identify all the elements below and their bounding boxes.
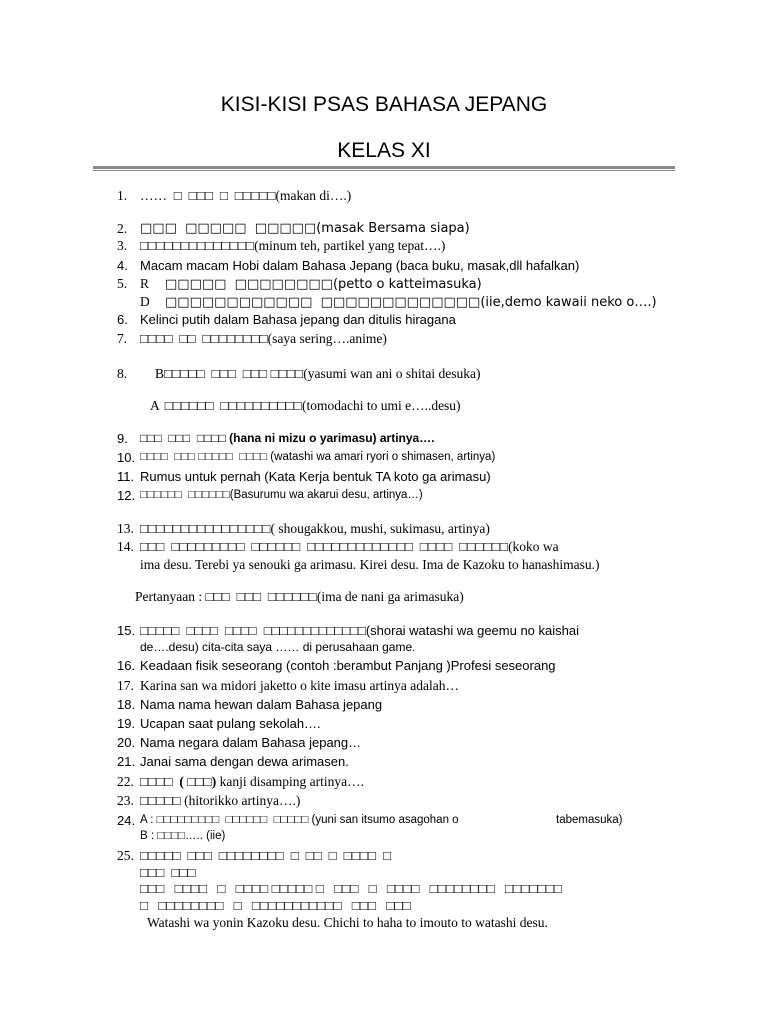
item-2-line <box>0 220 768 237</box>
item-text-wrapper <box>155 365 481 382</box>
item-number: 21. <box>117 754 136 769</box>
item-text: Karina san wa midori jaketto o kite imasu artinya adalah… <box>140 678 460 693</box>
item-24-line-2 <box>0 828 768 845</box>
item-text-wrapper <box>140 773 364 790</box>
item-number: 18. <box>117 697 136 712</box>
item-number: 22. <box>117 774 134 789</box>
item-19-line <box>0 715 768 732</box>
item-number: 4. <box>117 258 128 273</box>
item-24-line-1 <box>0 812 768 829</box>
item-14-line-1 <box>0 538 768 555</box>
item-23-line <box>0 792 768 809</box>
item-text: Keadaan fisik seseorang (contoh :berambut Panjang )Profesi seseorang <box>140 658 556 673</box>
item-12-line <box>0 487 768 504</box>
item-text: □□□□ <box>140 774 180 789</box>
item-21-line <box>0 753 768 770</box>
item-text-wrapper <box>140 293 657 311</box>
item-number: 11. <box>117 469 135 484</box>
item-number: 3. <box>117 238 128 253</box>
item-text: □□□□□□ □□□□□□□□□□(tomodachi to umi e…..desu) <box>164 398 461 413</box>
item-number: 2. <box>117 221 128 236</box>
item-5-line-2 <box>0 293 768 310</box>
item-text: □□□ □□□□ □ □□□□ □□□□□ □ □□□ □ □□□□ □□□□□□□□ □□□□□□□ <box>140 881 563 896</box>
item-25-line-3 <box>0 880 768 897</box>
item-text-wrapper <box>140 275 482 293</box>
item-4-line <box>0 257 768 274</box>
item-text: □□□□□ □□□ □□□ □□□□(yasumi wan ani o shitai desuka) <box>164 366 481 381</box>
item-text: □□□□□□□□□□□□ □□□□□□□□□□□□□(iie,demo kawaii neko o….) <box>165 295 657 310</box>
item-text: □□□□ □□ □□□□□□□□(saya sering….anime) <box>140 331 387 346</box>
item-16-line <box>0 657 768 674</box>
item-number: 7. <box>117 331 128 346</box>
item-text: de….desu) cita-cita saya …… di perusahaan game. <box>140 640 416 654</box>
item-text: ima desu. Terebi ya senouki ga arimasu. Kirei desu. Ima de Kazoku to hanashimasu.) <box>140 557 600 572</box>
item-25-line-1 <box>0 847 768 864</box>
item-number: 24. <box>117 813 136 828</box>
item-text: □□□ □□□ □□□□ (hana ni mizu o yarimasu) artinya…. <box>140 431 435 445</box>
item-17-line <box>0 677 768 694</box>
speaker-label: D <box>140 294 150 309</box>
item-text: Watashi wa yonin Kazoku desu. Chichi to haha to imouto to watashi desu. <box>147 915 548 930</box>
item-number: 23. <box>117 793 134 808</box>
item-text-wrapper <box>150 397 461 414</box>
item-9-line <box>0 430 768 447</box>
item-text: Kelinci putih dalam Bahasa jepang dan ditulis hiragana <box>140 312 456 327</box>
item-text: Macam macam Hobi dalam Bahasa Jepang (baca buku, masak,dll hafalkan) <box>140 258 580 273</box>
item-number: 1. <box>117 188 128 203</box>
item-number: 10. <box>117 450 136 465</box>
item-text-rest: kanji disamping artinya…. <box>216 774 364 789</box>
item-13-line <box>0 520 768 537</box>
item-6-line <box>0 311 768 328</box>
item-25-line-5 <box>0 914 768 931</box>
item-number: 13. <box>117 521 134 536</box>
item-text: □□□ □□□□□□□□□ □□□□□□ □□□□□□□□□□□□□ □□□□ □□□□□□(koko wa <box>140 539 559 554</box>
item-text: □ □□□□□□□□ □ □□□□□□□□□□□ □□□ □□□ <box>140 898 411 913</box>
item-number: 25. <box>117 848 134 863</box>
document-title: KISI-KISI PSAS BAHASA JEPANG <box>220 93 548 116</box>
item-text: A : □□□□□□□□□ □□□□□□ □□□□□ (yuni san itsumo asagohan o <box>140 814 459 826</box>
title-divider <box>93 166 675 169</box>
item-1-line <box>0 187 768 204</box>
item-text: Rumus untuk pernah (Kata Kerja bentuk TA koto ga arimasu) <box>140 469 491 484</box>
item-number: 14. <box>117 539 134 554</box>
item-18-line <box>0 696 768 713</box>
item-number: 8. <box>117 366 128 381</box>
item-text: □□□□□ □□□ □□□□□□□□ □ □□ □ □□□□ □ <box>140 848 392 863</box>
item-14-question <box>0 588 768 605</box>
item-text: B : □□□□….. (iie) <box>140 830 226 842</box>
item-text: □□□ □□□ <box>140 865 196 880</box>
item-text: □□□□□□□□□□□□□□□□( shougakkou, mushi, sukimasu, artinya) <box>140 521 490 536</box>
document-subtitle: KELAS XI <box>337 139 431 162</box>
kanji-bold-text: ( □□□) <box>179 774 217 789</box>
item-text: Ucapan saat pulang sekolah…. <box>140 716 321 731</box>
speaker-label: A <box>150 398 160 413</box>
item-text: Nama negara dalam Bahasa jepang… <box>140 735 362 750</box>
item-8-line-1 <box>0 365 768 382</box>
item-number: 5. <box>117 276 128 291</box>
item-text: □□□□ □□□ □□□□□ □□□□ (watashi wa amari ryori o shimasen, artinya) <box>140 451 496 463</box>
speaker-label: B <box>155 366 165 381</box>
item-number: 19. <box>117 716 136 731</box>
item-5-line-1 <box>0 275 768 292</box>
item-11-line <box>0 468 768 485</box>
item-text: □□□□□□ □□□□□□(Basurumu wa akarui desu, artinya…) <box>140 489 423 501</box>
item-3-line <box>0 237 768 254</box>
item-22-line <box>0 773 768 790</box>
item-text: □□□□□ □□□□ □□□□ □□□□□□□□□□□□□(shorai watashi wa geemu no kaishai <box>140 623 579 638</box>
item-text: □□□ □□□□□ □□□□□(masak Bersama siapa) <box>140 221 470 236</box>
item-text: □□□□□□□□□□□□□□(minum teh, partikel yang tepat….) <box>140 238 446 253</box>
item-number: 15. <box>117 623 136 638</box>
item-text-rest: tabemasuka) <box>556 814 623 826</box>
title-divider-thin <box>93 170 675 171</box>
item-number: 20. <box>117 735 136 750</box>
item-14-line-2 <box>0 556 768 573</box>
item-20-line <box>0 734 768 751</box>
question-text: Pertanyaan : □□□ □□□ □□□□□□(ima de nani ga arimasuka) <box>135 589 464 604</box>
item-text: …… □ □□□ □ □□□□□(makan di….) <box>140 188 352 203</box>
item-7-line <box>0 330 768 347</box>
item-text: □□□□□ □□□□□□□□(petto o katteimasuka) <box>165 277 482 292</box>
speaker-label: R <box>140 276 150 291</box>
item-25-line-2 <box>0 864 768 881</box>
item-25-line-4 <box>0 897 768 914</box>
item-text: □□□□□ (hitorikko artinya….) <box>140 793 301 808</box>
item-number: 9. <box>117 431 128 446</box>
item-15-line-1 <box>0 622 768 639</box>
item-number: 12. <box>117 488 136 503</box>
item-text: Janai sama dengan dewa arimasen. <box>140 754 349 769</box>
item-10-line <box>0 449 768 466</box>
item-15-line-2 <box>0 639 768 656</box>
item-text: Nama nama hewan dalam Bahasa jepang <box>140 697 383 712</box>
item-number: 6. <box>117 312 128 327</box>
item-number: 17. <box>117 678 134 693</box>
item-number: 16. <box>117 658 136 673</box>
item-8-line-2 <box>0 397 768 414</box>
